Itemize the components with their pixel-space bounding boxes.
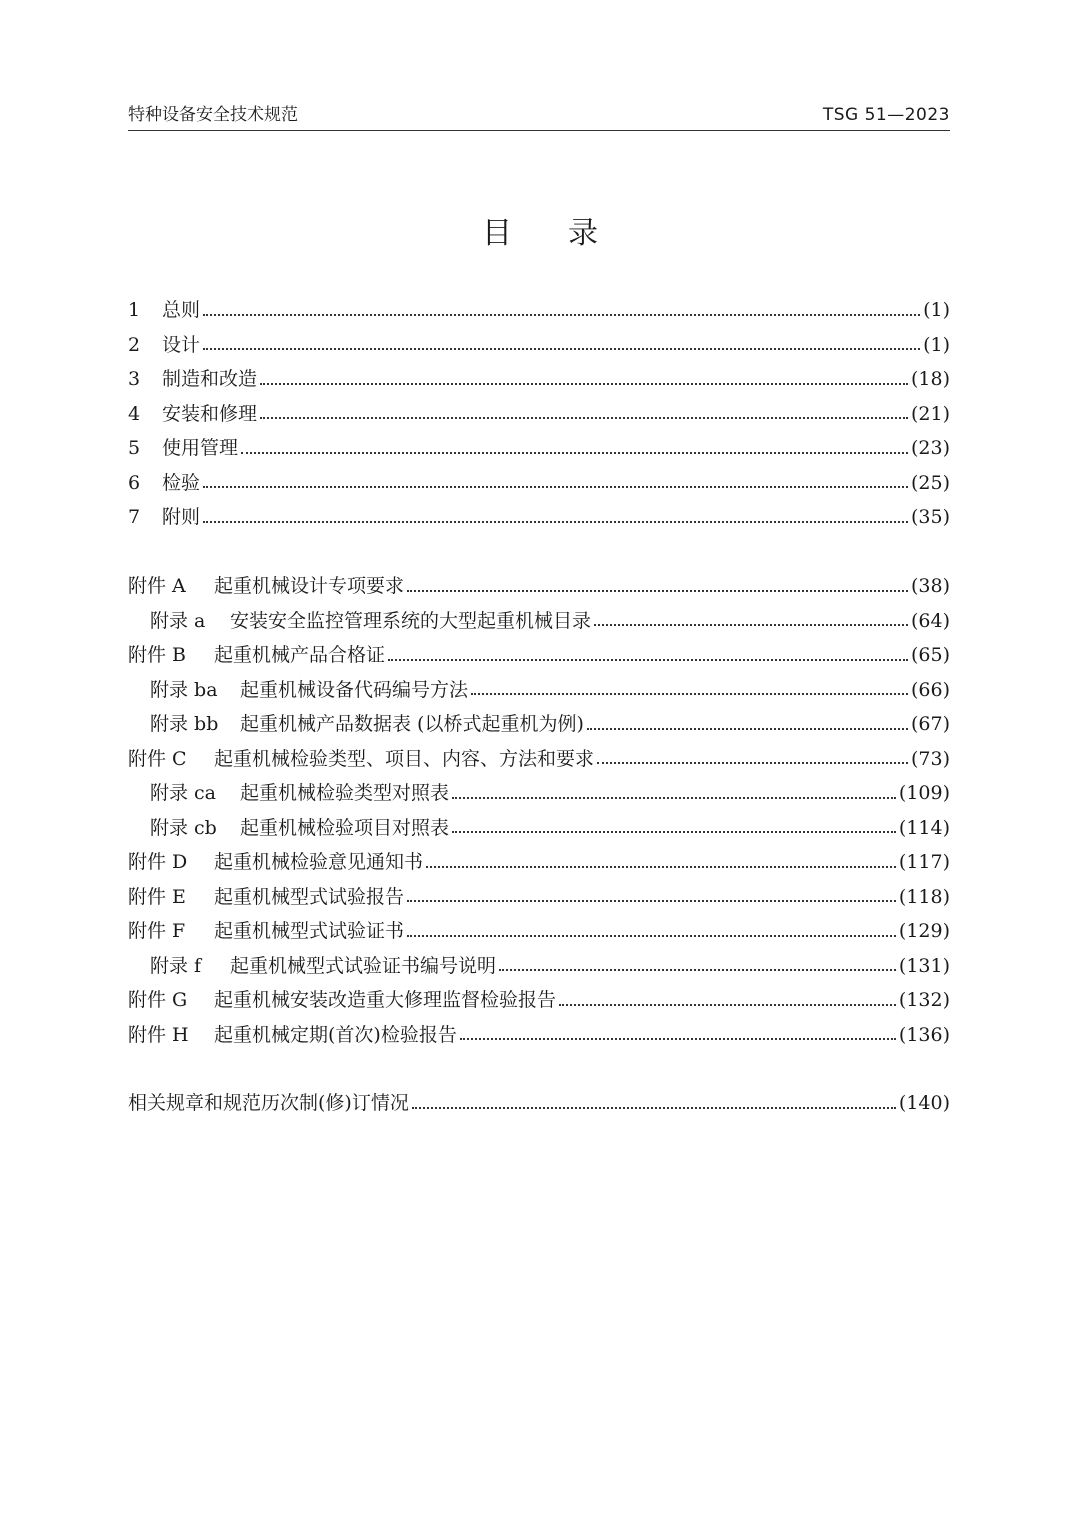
- dot-leader: [426, 865, 896, 868]
- toc-entry-title: 总则: [162, 299, 201, 321]
- toc-entry-number: 2: [128, 333, 141, 356]
- dot-leader: [587, 727, 908, 730]
- toc-entry-title: 起重机械产品合格证: [214, 644, 386, 666]
- toc-entry-page: (129): [898, 920, 950, 942]
- dot-leader: [594, 623, 908, 626]
- toc-entry-number: 附件 E: [128, 885, 186, 908]
- page-title: 目录: [482, 216, 654, 251]
- toc-entry-number: 附件 B: [128, 644, 187, 666]
- toc-entry-title: 检验: [162, 471, 201, 494]
- toc-entry-title: 起重机械设备代码编号方法: [240, 678, 469, 701]
- toc-appendix-entry[interactable]: [150, 710, 950, 738]
- toc-entry-page: (73): [910, 747, 950, 770]
- dot-leader: [460, 1037, 896, 1040]
- toc-entry-number: 附录 cb: [150, 816, 217, 839]
- toc-chapter-entry[interactable]: [128, 503, 950, 531]
- toc-chapter-entry[interactable]: [128, 469, 950, 497]
- dot-leader: [452, 796, 896, 799]
- toc-annex-entry[interactable]: [128, 883, 950, 911]
- toc-entry-page: (65): [910, 644, 950, 666]
- toc-entry-number: 附件 H: [128, 1023, 189, 1046]
- dot-leader: [203, 347, 920, 350]
- toc-entry-number: 附录 a: [150, 609, 206, 632]
- toc-entry-number: 5: [128, 437, 141, 459]
- dot-leader: [559, 1003, 896, 1006]
- toc-entry-page: (25): [910, 471, 950, 494]
- toc-entry-title: 起重机械型式试验证书: [214, 920, 405, 942]
- header-left-text: 特种设备安全技术规范: [128, 105, 298, 125]
- dot-leader: [407, 934, 896, 937]
- toc-entry-title: 起重机械设计专项要求: [214, 575, 405, 597]
- toc-entry-page: (109): [898, 782, 950, 804]
- dot-leader: [499, 968, 896, 971]
- toc-chapter-entry[interactable]: [128, 365, 950, 393]
- toc-entry-title: 附则: [162, 506, 201, 528]
- dot-leader: [260, 416, 908, 419]
- toc-entry-title: 制造和改造: [162, 368, 258, 390]
- toc-entry-number: 附录 bb: [150, 713, 219, 735]
- toc-entry-page: (132): [898, 989, 950, 1011]
- dot-leader: [203, 520, 908, 523]
- dot-leader: [203, 313, 920, 316]
- toc-entry-title: 起重机械检验项目对照表: [240, 816, 450, 839]
- toc-entry-title: 起重机械检验类型对照表: [240, 782, 450, 804]
- toc-entry-page: (1): [923, 333, 950, 356]
- toc-entry-number: 6: [128, 471, 141, 494]
- toc-chapter-entry[interactable]: [128, 434, 950, 462]
- toc-chapter-entry[interactable]: [128, 331, 950, 359]
- dot-leader: [407, 899, 896, 902]
- toc-entry-title: 设计: [162, 333, 201, 356]
- toc-entry-page: (118): [898, 885, 950, 908]
- toc-entry-page: (66): [910, 678, 950, 701]
- toc-entry-number: 附录 ba: [150, 678, 218, 701]
- toc-entry-number: 3: [128, 368, 141, 390]
- toc-entry-title: 安装安全监控管理系统的大型起重机械目录: [230, 609, 592, 632]
- toc-entry-title: 起重机械产品数据表 (以桥式起重机为例): [240, 713, 584, 735]
- toc-entry-page: (64): [910, 609, 950, 632]
- toc-entry-title: 起重机械检验类型、项目、内容、方法和要求: [214, 747, 595, 770]
- toc-entry-page: (1): [923, 299, 950, 321]
- toc-entry-title: 起重机械定期(首次)检验报告: [214, 1023, 457, 1046]
- dot-leader: [597, 761, 908, 764]
- dot-leader: [452, 830, 896, 833]
- toc-appendix-entry[interactable]: [150, 814, 950, 842]
- toc-entry-title: 相关规章和规范历次制(修)订情况: [128, 1092, 409, 1114]
- toc-entry-title: 起重机械型式试验报告: [214, 885, 405, 908]
- toc-chapter-entry[interactable]: [128, 400, 950, 428]
- toc-entry-number: 附录 f: [150, 954, 202, 977]
- toc-annex-entry[interactable]: [128, 641, 950, 669]
- toc-entry-number: 附件 G: [128, 989, 188, 1011]
- toc-entry-title: 起重机械安装改造重大修理监督检验报告: [214, 989, 557, 1011]
- toc-entry-number: 附录 ca: [150, 782, 217, 804]
- toc-entry-page: (136): [898, 1023, 950, 1046]
- toc-entry-title: 安装和修理: [162, 402, 258, 425]
- toc-entry-number: 附件 F: [128, 920, 186, 942]
- toc-appendix-entry[interactable]: [150, 676, 950, 704]
- toc-appendix-entry[interactable]: [150, 607, 950, 635]
- toc-chapter-entry[interactable]: [128, 296, 950, 324]
- toc-entry-title: 起重机械型式试验证书编号说明: [230, 954, 497, 977]
- toc-annex-entry[interactable]: [128, 848, 950, 876]
- toc-entry-page: (131): [898, 954, 950, 977]
- toc-entry-page: (67): [910, 713, 950, 735]
- dot-leader: [260, 382, 908, 385]
- dot-leader: [407, 589, 908, 592]
- dot-leader: [471, 692, 908, 695]
- toc-annex-entry[interactable]: [128, 917, 950, 945]
- toc-entry-page: (21): [910, 402, 950, 425]
- toc-annex-entry[interactable]: [128, 572, 950, 600]
- toc-entry-number: 附件 A: [128, 575, 186, 597]
- dot-leader: [241, 451, 908, 454]
- dot-leader: [203, 485, 908, 488]
- toc-entry-page: (140): [898, 1092, 950, 1114]
- toc-annex-entry[interactable]: [128, 986, 950, 1014]
- toc-entry-title: 使用管理: [162, 437, 239, 459]
- toc-entry-page: (114): [898, 816, 950, 839]
- toc-entry-title: 起重机械检验意见通知书: [214, 851, 424, 873]
- toc-entry-number: 1: [128, 299, 141, 321]
- dot-leader: [412, 1106, 896, 1109]
- toc-entry-page: (18): [910, 368, 950, 390]
- dot-leader: [388, 658, 908, 661]
- toc-entry-page: (38): [910, 575, 950, 597]
- toc-entry-page: (117): [898, 851, 950, 873]
- toc-appendix-entry[interactable]: [150, 779, 950, 807]
- toc-appendix-entry[interactable]: [150, 952, 950, 980]
- toc-history-entry[interactable]: [128, 1089, 950, 1117]
- toc-annex-entry[interactable]: [128, 1021, 950, 1049]
- header-right-text: TSG 51—2023: [822, 105, 950, 125]
- toc-entry-number: 附件 D: [128, 851, 188, 873]
- toc-entry-page: (23): [910, 437, 950, 459]
- toc-entry-number: 附件 C: [128, 747, 187, 770]
- toc-entry-page: (35): [910, 506, 950, 528]
- toc-entry-number: 4: [128, 402, 141, 425]
- toc-annex-entry[interactable]: [128, 745, 950, 773]
- toc-entry-number: 7: [128, 506, 141, 528]
